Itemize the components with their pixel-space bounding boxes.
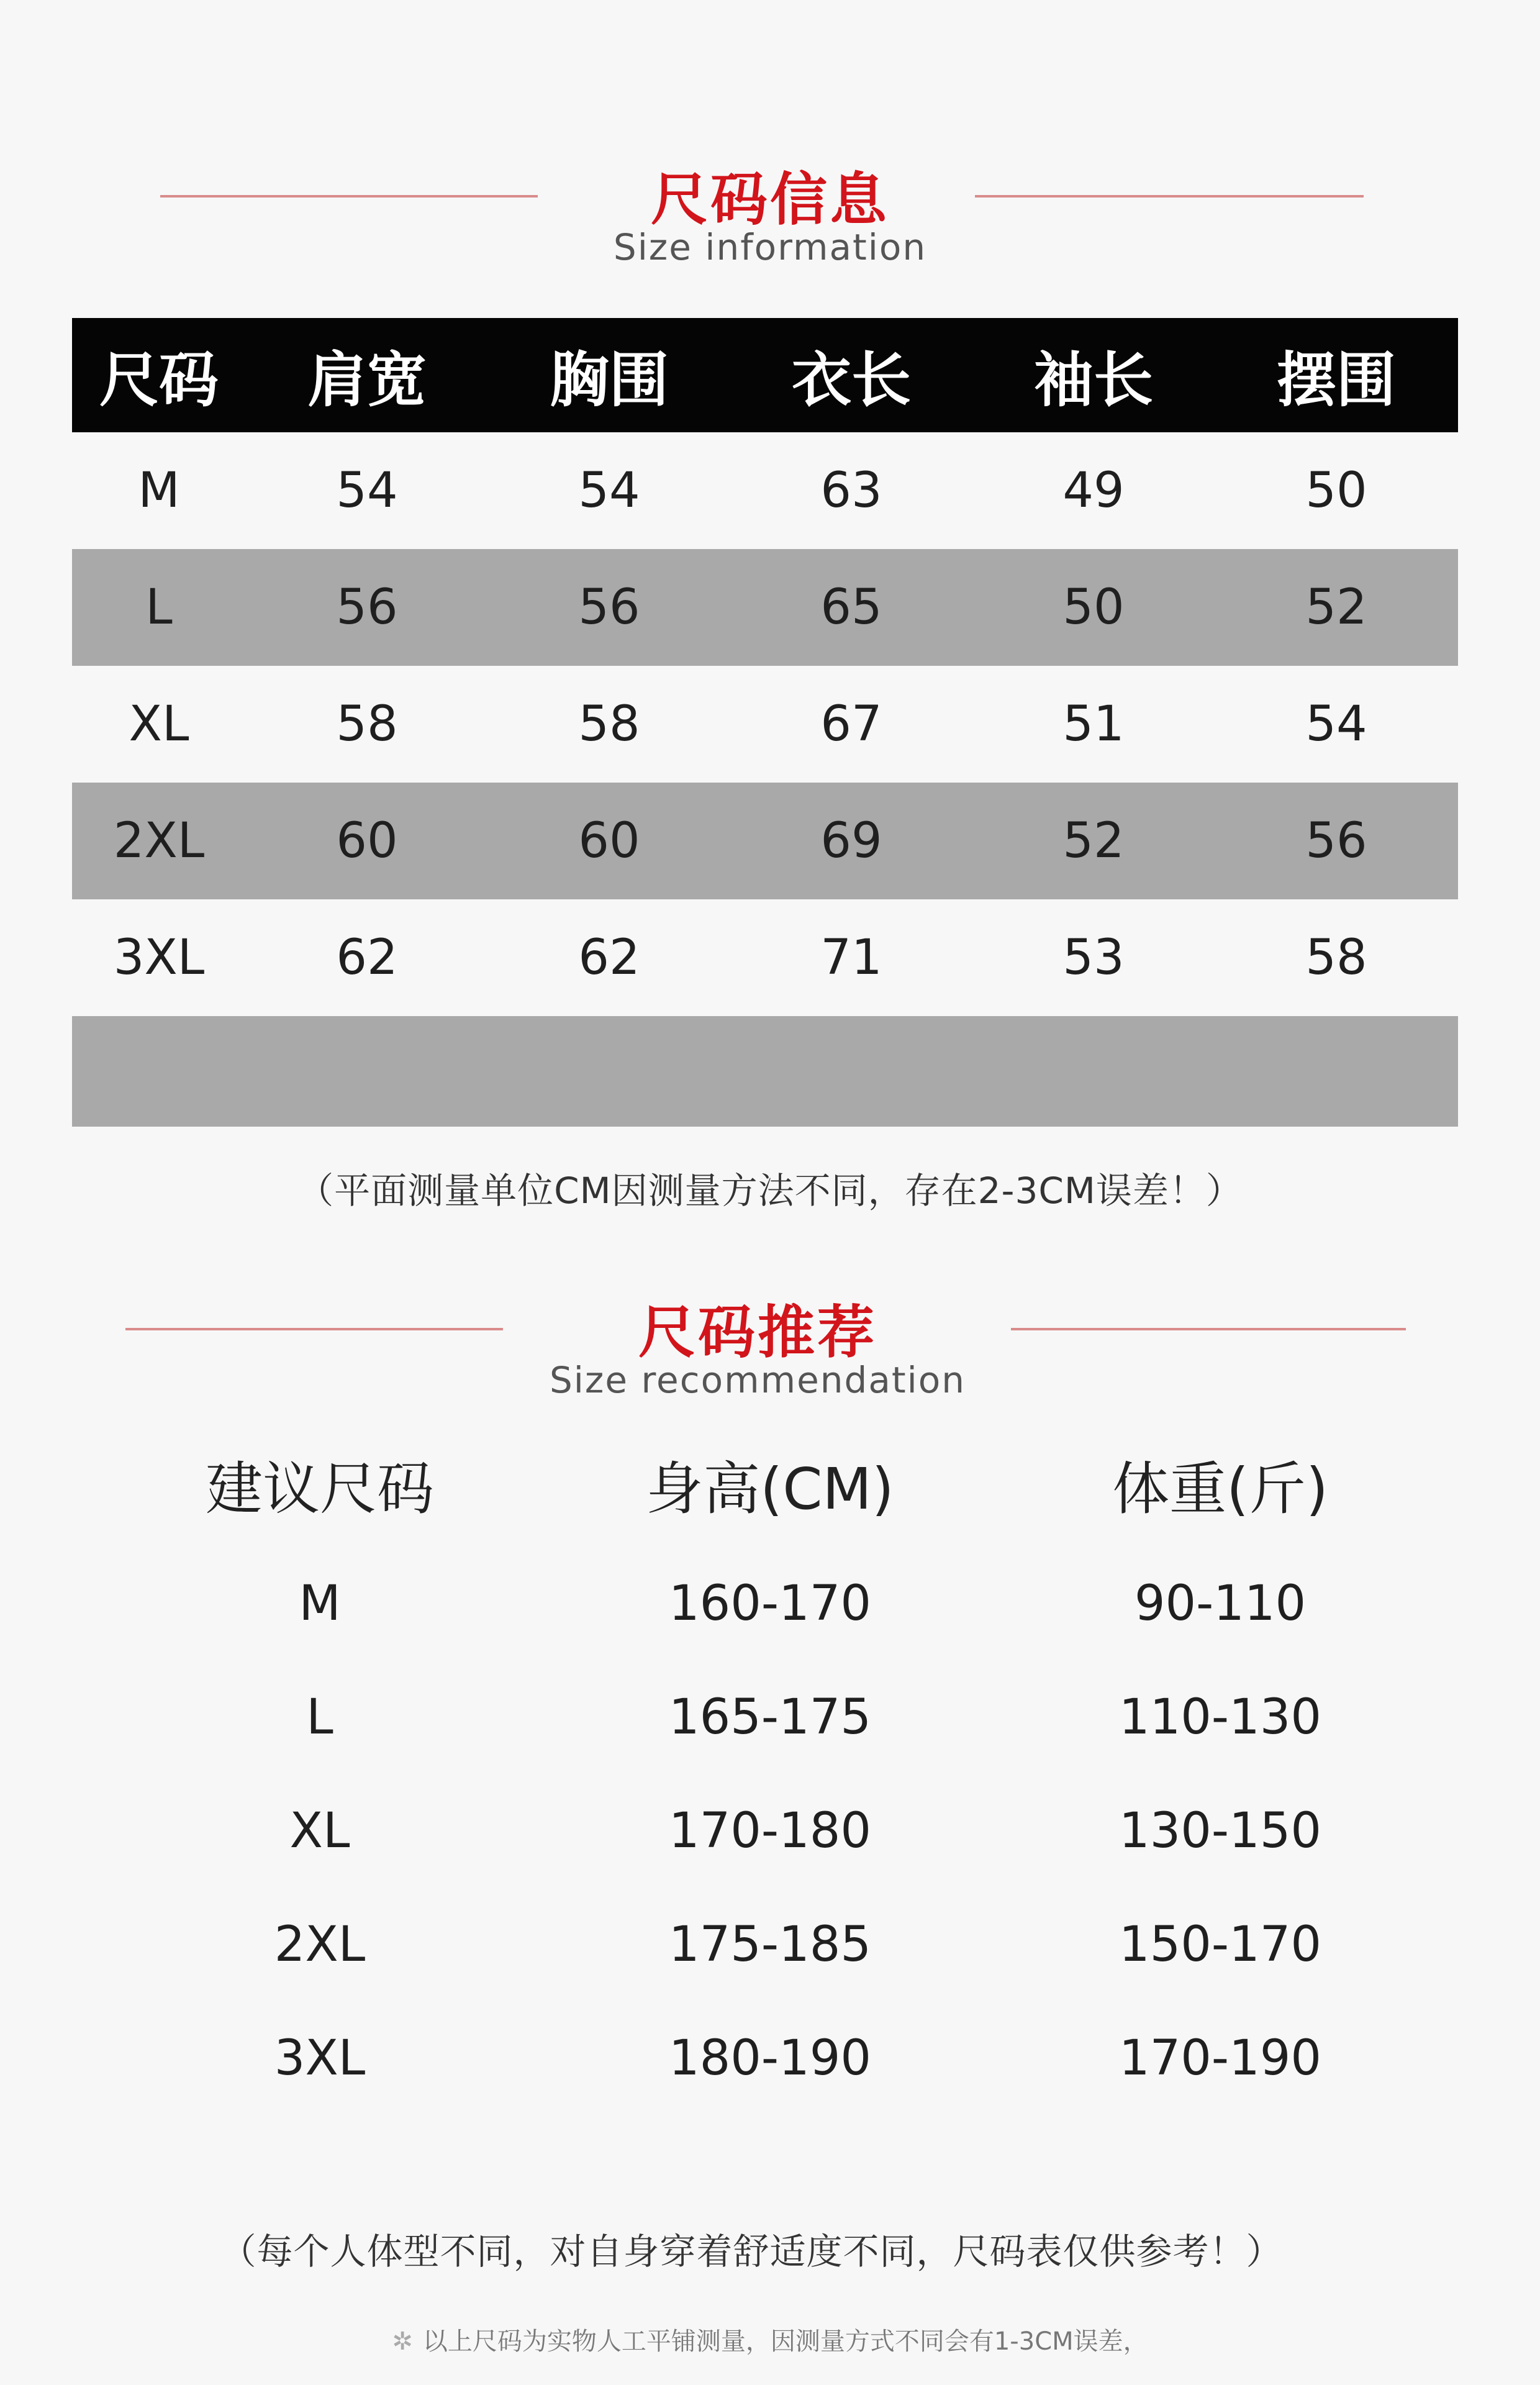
table-row — [72, 783, 1458, 899]
section-subtitle: Size information — [613, 226, 927, 268]
table-cell: 54 — [1305, 696, 1367, 752]
table-cell: L — [306, 1689, 333, 1745]
table-cell: 90-110 — [1134, 1575, 1307, 1632]
table-cell: 58 — [578, 696, 640, 752]
asterisk-icon: ✲ — [392, 2327, 413, 2356]
table-cell: 52 — [1062, 813, 1125, 869]
table-row — [72, 432, 1458, 549]
table-cell: 54 — [578, 463, 640, 519]
table-cell: 3XL — [274, 2030, 366, 2086]
section-title: 尺码推荐 — [638, 1299, 877, 1366]
table-row — [93, 1660, 1447, 1774]
fit-disclaimer-note: （每个人体型不同，对自身穿着舒适度不同，尺码表仅供参考！） — [220, 2230, 1283, 2273]
table-cell: 2XL — [274, 1916, 366, 1973]
table-cell: 51 — [1062, 696, 1125, 752]
table-cell: 52 — [1305, 579, 1367, 635]
table-cell: 71 — [820, 930, 882, 986]
table-cell: 67 — [820, 696, 882, 752]
table-cell: M — [299, 1575, 341, 1632]
table-cell: 58 — [336, 696, 398, 752]
table-cell: 54 — [336, 463, 398, 519]
header-cell: 袖长 — [1034, 345, 1153, 415]
table-cell: 130-150 — [1119, 1802, 1321, 1859]
table-cell: 160-170 — [669, 1575, 871, 1632]
table-cell: M — [138, 463, 180, 519]
table-cell: XL — [289, 1802, 350, 1859]
table-row — [93, 1774, 1447, 1888]
table-cell: 65 — [820, 579, 882, 635]
table-row — [72, 549, 1458, 666]
header-cell: 衣长 — [792, 345, 911, 415]
measurement-note: （平面测量单位CM因测量方法不同，存在2-3CM误差！） — [297, 1170, 1243, 1212]
table-row — [72, 899, 1458, 1016]
table-row — [93, 2001, 1447, 2115]
table-cell: 170-180 — [669, 1802, 871, 1859]
table-cell: 62 — [578, 930, 640, 986]
table-cell: 2XL — [113, 813, 205, 869]
table-cell: 165-175 — [669, 1689, 871, 1745]
table-cell: 56 — [578, 579, 640, 635]
table-cell: 62 — [336, 930, 398, 986]
table-cell: 150-170 — [1119, 1916, 1321, 1973]
header-cell: 身高(CM) — [646, 1456, 894, 1522]
table-cell: 180-190 — [669, 2030, 871, 2086]
header-cell: 胸围 — [550, 345, 669, 415]
table-cell: 49 — [1062, 463, 1125, 519]
table-cell: 56 — [336, 579, 398, 635]
section-subtitle: Size recommendation — [549, 1359, 966, 1401]
footnote-text: 以上尺码为实物人工平铺测量，因测量方式不同会有1-3CM误差， — [422, 2327, 1148, 2356]
table-cell: 58 — [1305, 930, 1367, 986]
header-cell: 肩宽 — [307, 345, 427, 415]
header-cell: 摆围 — [1277, 345, 1396, 415]
table-cell: 56 — [1305, 813, 1367, 869]
recommendation-header — [93, 1422, 1447, 1547]
header-cell: 尺码 — [99, 345, 219, 415]
table-cell: 3XL — [113, 930, 205, 986]
table-cell: 60 — [578, 813, 640, 869]
table-row — [72, 666, 1458, 783]
table-cell: 63 — [820, 463, 882, 519]
table-cell: 60 — [336, 813, 398, 869]
table-row — [93, 1888, 1447, 2001]
table-cell: L — [145, 579, 173, 635]
header-cell: 建议尺码 — [205, 1456, 434, 1522]
table-cell: 69 — [820, 813, 882, 869]
table-cell: 175-185 — [669, 1916, 871, 1973]
header-cell: 体重(斤) — [1112, 1456, 1328, 1522]
table-cell: 50 — [1305, 463, 1367, 519]
section-title: 尺码信息 — [650, 166, 889, 233]
recommendation-table — [93, 1422, 1447, 2115]
table-row — [93, 1547, 1447, 1660]
table-cell: 50 — [1062, 579, 1125, 635]
table-cell: 53 — [1062, 930, 1125, 986]
table-cell: 110-130 — [1119, 1689, 1321, 1745]
size-table-header — [72, 318, 1458, 432]
table-cell: 170-190 — [1119, 2030, 1321, 2086]
empty-table-row — [72, 1016, 1458, 1127]
size-table — [72, 318, 1458, 1127]
measurement-footnote — [0, 2322, 1540, 2357]
table-cell: XL — [129, 696, 189, 752]
